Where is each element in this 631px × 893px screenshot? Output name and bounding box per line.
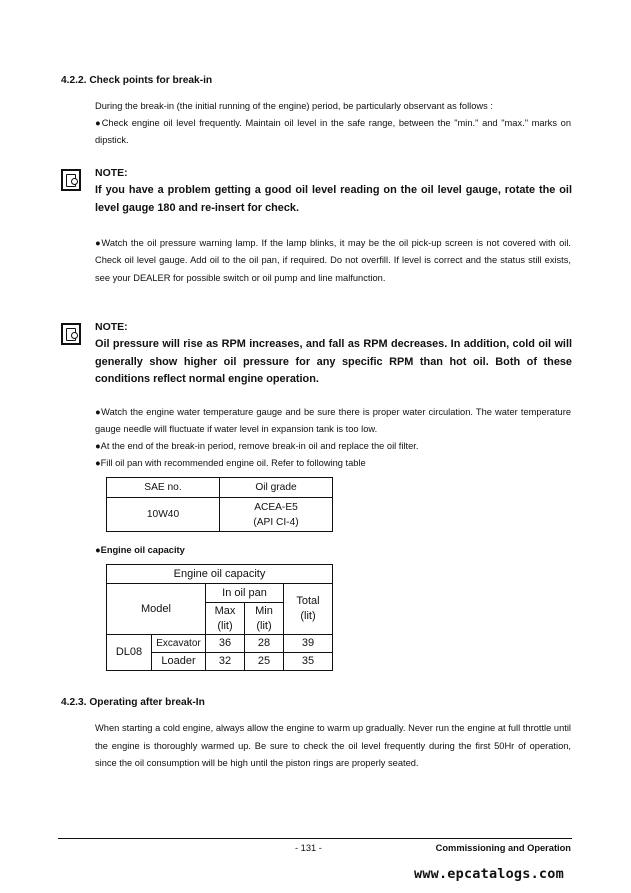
in-oil-pan-header: In oil pan bbox=[206, 584, 284, 603]
note-text: Oil pressure will rise as RPM increases, and fall as RPM decreases. In addition, cold oil will generally show higher oil pressure for any specific RPM than hot oil. Both of these conditions reflect normal engine operation. bbox=[95, 338, 572, 385]
note-book-icon bbox=[61, 169, 81, 191]
min-label: Min bbox=[255, 604, 273, 617]
grade-line-1: ACEA-E5 bbox=[254, 501, 298, 513]
bullet-oil-pressure-lamp: ●Watch the oil pressure warning lamp. If the lamp blinks, it may be the oil pick-up screen is not covered with oil. Check oil level gauge. Add oil to the oil pan, if required. Do not overfill. If level is correct and the status still exists, see your DEALER for possible switch or oil pump and line malfunction. bbox=[95, 238, 571, 283]
table-cell-max: 36 bbox=[206, 635, 245, 653]
max-label: Max bbox=[214, 604, 236, 617]
table-cell-total: 39 bbox=[284, 635, 333, 653]
total-label: Total bbox=[296, 595, 320, 607]
capacity-title: Engine oil capacity bbox=[107, 565, 333, 584]
bullet-fill-oil: ●Fill oil pan with recommended engine oil. Refer to following table bbox=[95, 458, 366, 468]
min-header bbox=[245, 603, 284, 635]
note-title: NOTE: bbox=[95, 321, 128, 333]
table-cell-type: Loader bbox=[152, 653, 206, 671]
engine-cell: DL08 bbox=[107, 635, 152, 671]
bullet-water-temp: ●Watch the engine water temperature gauge and be sure there is proper water circulation. The water temperature gauge needle will fluctuate if water level in expansion tank is too low. bbox=[95, 407, 571, 434]
capacity-table bbox=[106, 564, 333, 671]
table-cell-min: 28 bbox=[245, 635, 284, 653]
table-cell-sae: 10W40 bbox=[107, 498, 220, 532]
total-unit: (lit) bbox=[300, 610, 316, 622]
note-text: If you have a problem getting a good oil level reading on the oil level gauge, rotate the oil level gauge 180 and re-insert for check. bbox=[95, 184, 572, 214]
table-header-grade: Oil grade bbox=[220, 478, 333, 498]
oil-grade-table bbox=[106, 477, 333, 532]
bullet-replace-filter: ●At the end of the break-in period, remove break-in oil and replace the oil filter. bbox=[95, 441, 419, 451]
min-unit: (lit) bbox=[256, 619, 272, 632]
table-cell-total: 35 bbox=[284, 653, 333, 671]
table-cell-min: 25 bbox=[245, 653, 284, 671]
capacity-heading: ●Engine oil capacity bbox=[95, 545, 185, 555]
section-heading-4-2-3: 4.2.3. Operating after break-In bbox=[61, 697, 205, 708]
note-title: NOTE: bbox=[95, 167, 128, 179]
operating-paragraph: When starting a cold engine, always allow the engine to warm up gradually. Never run the engine at full throttle until the engine is thoroughly warmed up. Be sure to check the oil level frequently during the first 50Hr of operation, since the oil consumption will be high until the piston rings are properly seated. bbox=[95, 723, 571, 768]
bullet-check-oil-level: ●Check engine oil level frequently. Maintain oil level in the safe range, between the "min." and "max." marks on dipstick. bbox=[95, 118, 571, 145]
total-header bbox=[284, 584, 333, 635]
intro-paragraph: During the break-in (the initial running of the engine) period, be particularly observant as follows : bbox=[95, 101, 493, 111]
max-unit: (lit) bbox=[217, 619, 233, 632]
table-header-sae: SAE no. bbox=[107, 478, 220, 498]
table-cell-type: Excavator bbox=[152, 635, 206, 653]
page-number: - 131 - bbox=[295, 843, 322, 853]
grade-line-2: (API CI-4) bbox=[253, 516, 299, 528]
footer-section-title: Commissioning and Operation bbox=[435, 843, 571, 853]
watermark-url: www.epcatalogs.com bbox=[414, 866, 564, 882]
section-heading-4-2-2: 4.2.2. Check points for break-in bbox=[61, 75, 213, 86]
table-cell-max: 32 bbox=[206, 653, 245, 671]
table-cell-grade bbox=[220, 498, 333, 532]
note-book-icon bbox=[61, 323, 81, 345]
model-header: Model bbox=[107, 584, 206, 635]
footer-divider bbox=[58, 838, 572, 839]
max-header bbox=[206, 603, 245, 635]
